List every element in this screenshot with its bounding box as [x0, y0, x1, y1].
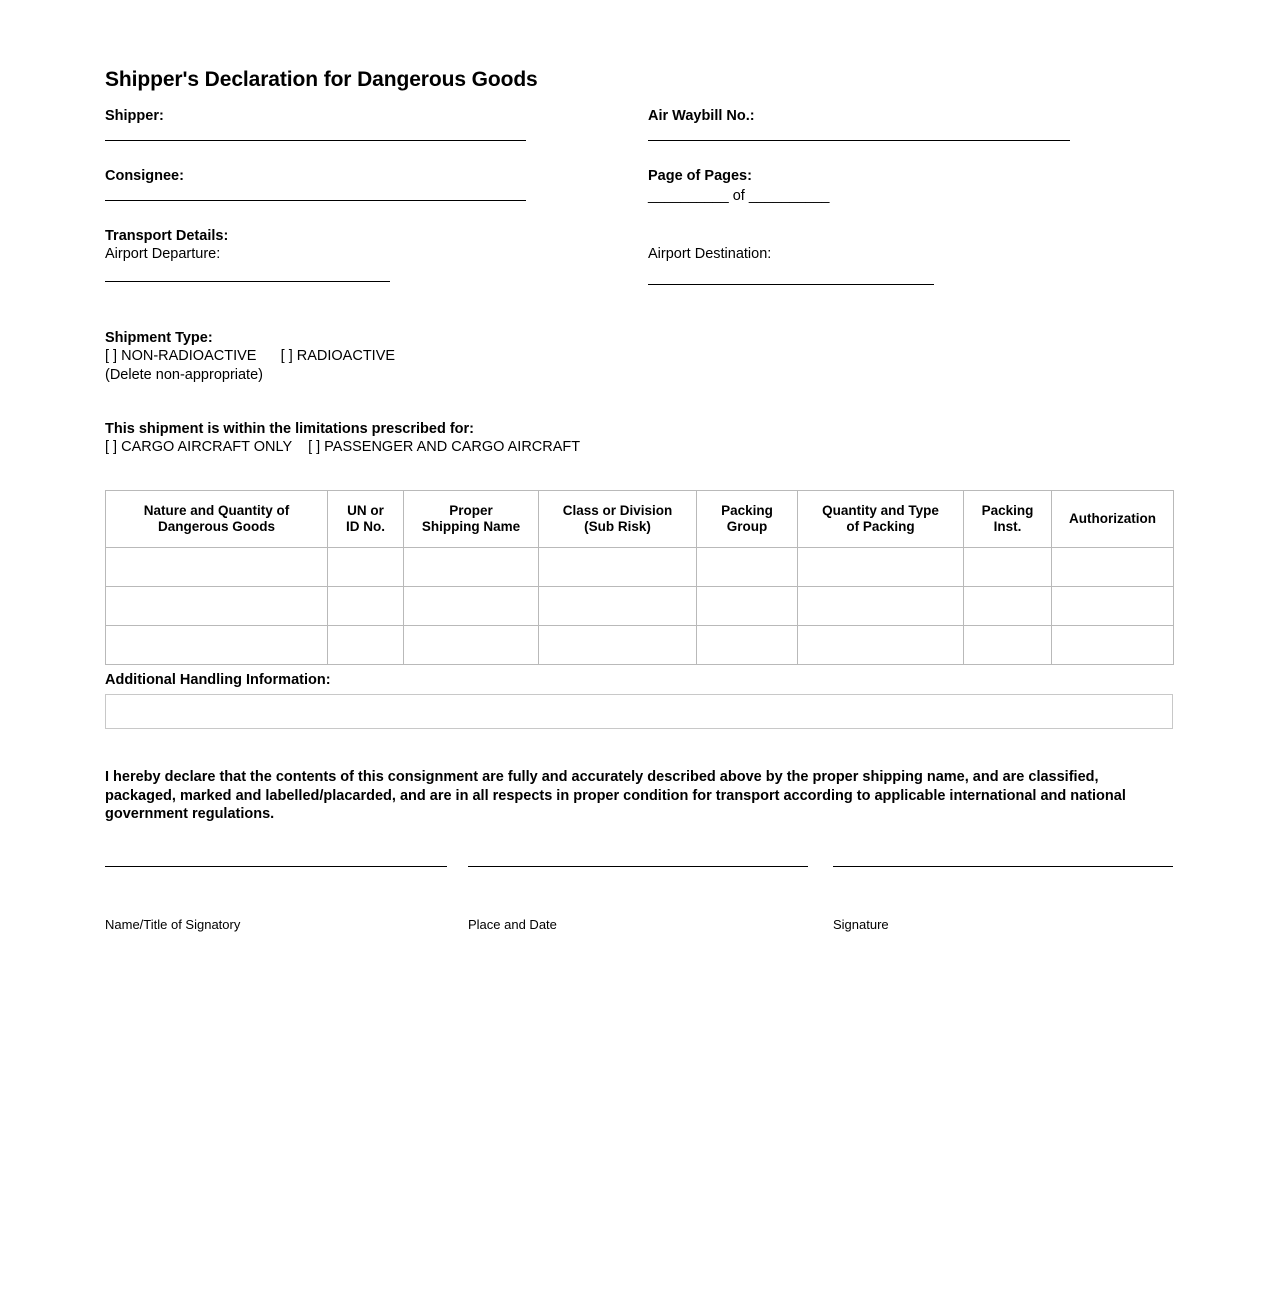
column-header-quantity-type-packing	[798, 491, 964, 548]
air-waybill-label: Air Waybill No.:	[648, 108, 755, 124]
shipment-type-options	[105, 348, 395, 364]
page-title: Shipper's Declaration for Dangerous Goods	[105, 68, 538, 91]
header-line-2: ID No.	[346, 519, 385, 534]
cell-class-or-division[interactable]	[539, 626, 697, 665]
cell-un-id-no[interactable]	[328, 626, 404, 665]
cell-packing-inst[interactable]	[964, 548, 1052, 587]
column-header-un-id-no	[328, 491, 404, 548]
page-of-pages-fields	[648, 188, 829, 204]
column-header-class-or-division	[539, 491, 697, 548]
cell-nature-quantity[interactable]	[106, 587, 328, 626]
cell-quantity-type-packing[interactable]	[798, 548, 964, 587]
dangerous-goods-table	[105, 490, 1174, 665]
consignee-input-line[interactable]	[105, 200, 526, 201]
header-line-2: of Packing	[846, 519, 915, 534]
cell-proper-shipping-name[interactable]	[404, 626, 539, 665]
cell-packing-group[interactable]	[697, 548, 798, 587]
name-title-caption: Name/Title of Signatory	[105, 917, 241, 932]
shipment-type-note: (Delete non-appropriate)	[105, 367, 263, 383]
header-line-2: (Sub Risk)	[584, 519, 651, 534]
cell-packing-group[interactable]	[697, 587, 798, 626]
cell-un-id-no[interactable]	[328, 587, 404, 626]
column-header-authorization	[1052, 491, 1174, 548]
transport-details-label: Transport Details:	[105, 228, 229, 244]
shipment-type-heading: Shipment Type:	[105, 330, 213, 346]
column-header-nature-quantity	[106, 491, 328, 548]
airport-destination-input-line[interactable]	[648, 284, 934, 285]
checkbox-passenger-and-cargo-aircraft[interactable]: [ ] PASSENGER AND CARGO AIRCRAFT	[308, 439, 581, 455]
checkbox-non-radioactive[interactable]: [ ] NON-RADIOACTIVE	[105, 348, 257, 364]
cell-nature-quantity[interactable]	[106, 626, 328, 665]
signature-caption: Signature	[833, 917, 889, 932]
total-pages-blank[interactable]: __________	[748, 188, 830, 204]
declaration-statement: I hereby declare that the contents of this consignment are fully and accurately described above by the proper shipping name, and are classified, packaged, marked and labelled/placarded, and are in all respects in proper condition for transport according to applicable international and national government regulations.	[105, 769, 1126, 823]
header-line-1: Authorization	[1069, 510, 1156, 526]
table-row	[106, 548, 1174, 587]
header-line-1: Nature and Quantity of	[143, 502, 290, 518]
header-line-1: Class or Division	[562, 502, 673, 518]
column-header-packing-inst	[964, 491, 1052, 548]
checkbox-cargo-aircraft-only[interactable]: [ ] CARGO AIRCRAFT ONLY	[105, 439, 292, 455]
cell-quantity-type-packing[interactable]	[798, 587, 964, 626]
cell-class-or-division[interactable]	[539, 548, 697, 587]
cell-proper-shipping-name[interactable]	[404, 587, 539, 626]
limitations-options	[105, 439, 580, 455]
header-line-2: Inst.	[993, 519, 1022, 534]
checkbox-radioactive[interactable]: [ ] RADIOACTIVE	[280, 348, 396, 364]
limitations-heading: This shipment is within the limitations prescribed for:	[105, 421, 474, 437]
table-header-row	[106, 491, 1174, 548]
header-line-1: Proper	[449, 502, 493, 518]
table-row	[106, 626, 1174, 665]
cell-packing-inst[interactable]	[964, 587, 1052, 626]
signature-line[interactable]	[833, 866, 1173, 867]
cell-authorization[interactable]	[1052, 626, 1174, 665]
header-line-2: Group	[726, 519, 768, 534]
airport-departure-input-line[interactable]	[105, 281, 390, 282]
airport-destination-label: Airport Destination:	[648, 246, 772, 262]
page-of-label: of	[732, 188, 745, 204]
additional-handling-label: Additional Handling Information:	[105, 672, 331, 688]
cell-authorization[interactable]	[1052, 548, 1174, 587]
cell-class-or-division[interactable]	[539, 587, 697, 626]
name-title-signature-line[interactable]	[105, 866, 447, 867]
header-line-1: Packing	[721, 502, 773, 518]
cell-authorization[interactable]	[1052, 587, 1174, 626]
page-number-blank[interactable]: __________	[648, 188, 729, 204]
shipper-label: Shipper:	[105, 108, 164, 124]
page-of-pages-label: Page of Pages:	[648, 168, 752, 184]
header-line-1: Quantity and Type	[822, 502, 939, 518]
header-line-1: Packing	[981, 502, 1034, 518]
shipper-input-line[interactable]	[105, 140, 526, 141]
airport-departure-label: Airport Departure:	[105, 246, 221, 262]
header-line-2: Dangerous Goods	[157, 519, 275, 534]
place-date-signature-line[interactable]	[468, 866, 808, 867]
cell-nature-quantity[interactable]	[106, 548, 328, 587]
place-date-caption: Place and Date	[468, 917, 557, 932]
header-line-2: Shipping Name	[421, 519, 521, 534]
column-header-packing-group	[697, 491, 798, 548]
column-header-proper-shipping-name	[404, 491, 539, 548]
cell-proper-shipping-name[interactable]	[404, 548, 539, 587]
cell-un-id-no[interactable]	[328, 548, 404, 587]
table-row	[106, 587, 1174, 626]
cell-packing-group[interactable]	[697, 626, 798, 665]
header-line-1: UN or	[347, 502, 384, 518]
consignee-label: Consignee:	[105, 168, 184, 184]
air-waybill-input-line[interactable]	[648, 140, 1070, 141]
table-body	[106, 548, 1174, 665]
additional-handling-input[interactable]	[105, 694, 1173, 729]
cell-packing-inst[interactable]	[964, 626, 1052, 665]
cell-quantity-type-packing[interactable]	[798, 626, 964, 665]
